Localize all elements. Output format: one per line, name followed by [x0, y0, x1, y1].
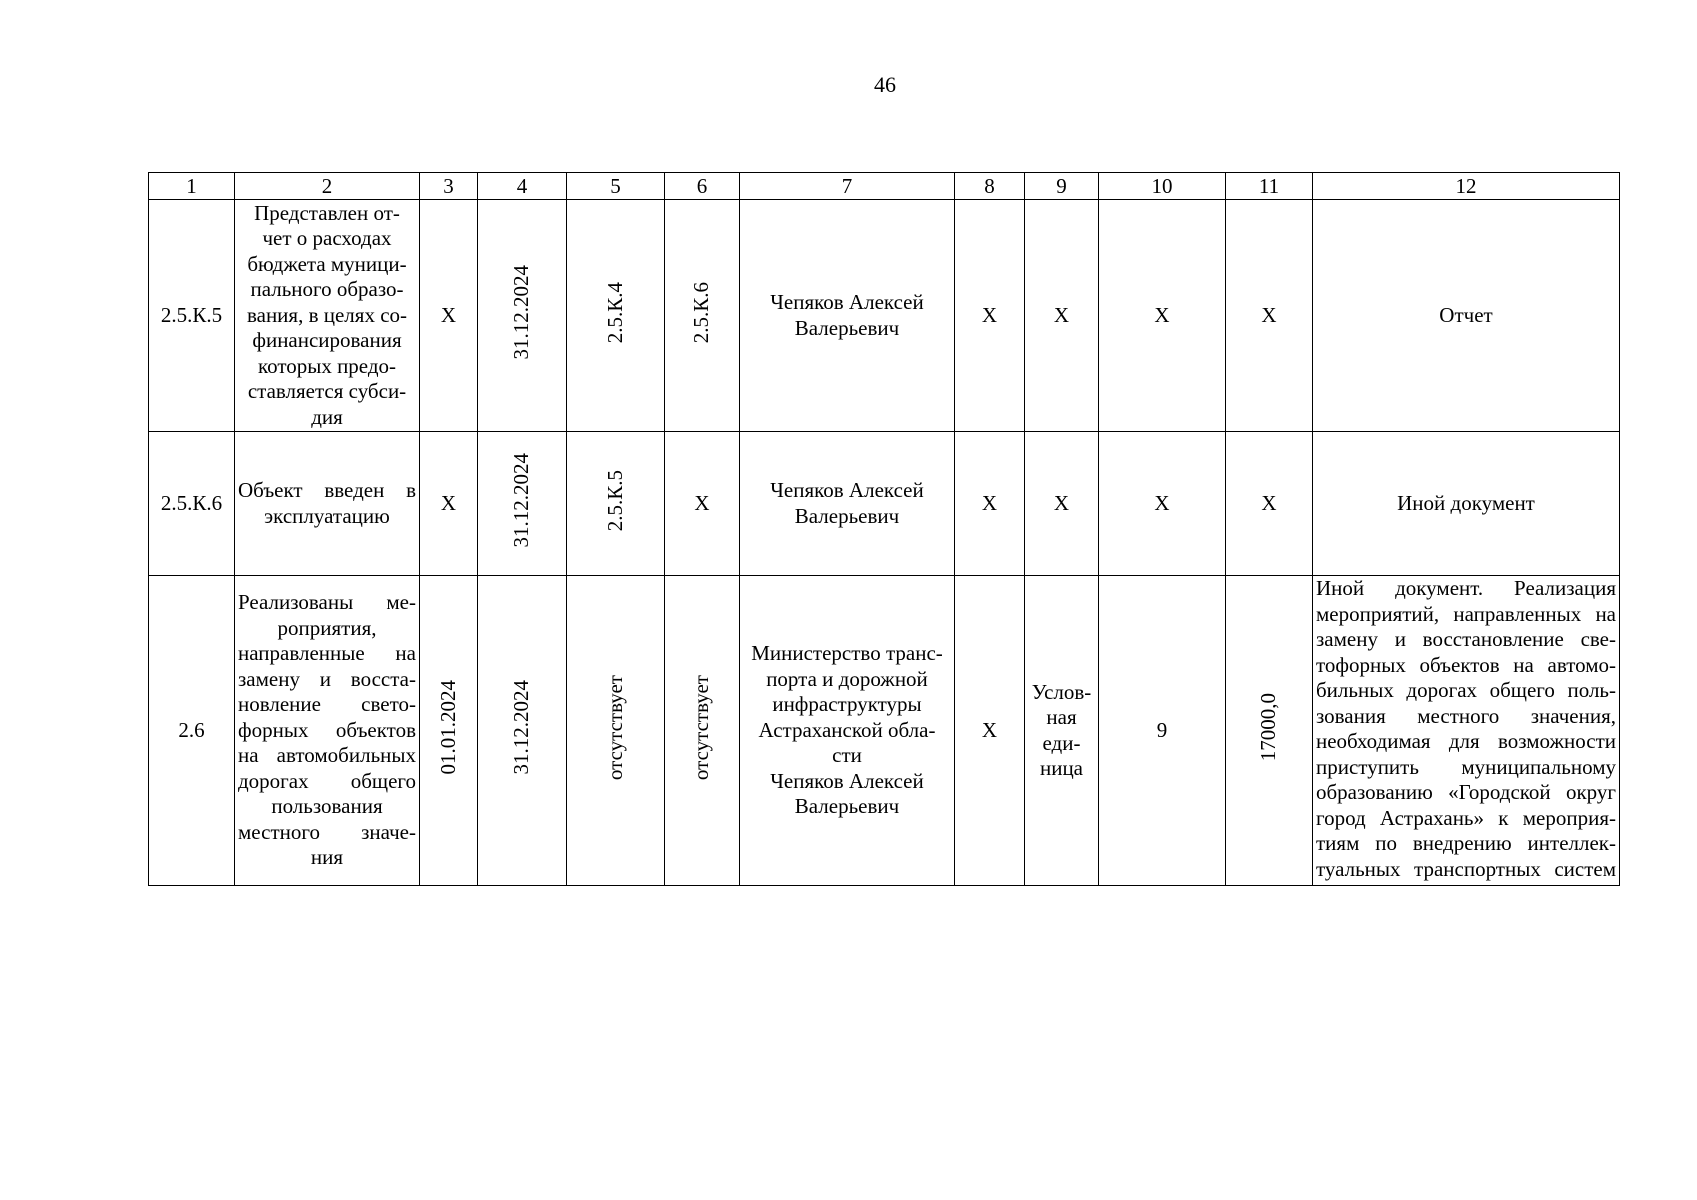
plan-table — [148, 172, 1620, 886]
text-line: местного значе- — [238, 819, 416, 844]
text-line: зования местного значения, — [1316, 703, 1616, 728]
text-line: Объект введен в — [238, 478, 416, 502]
end-date-cell — [478, 432, 567, 576]
row-number: 2.5.К.6 — [149, 432, 235, 576]
successor: отсутствует — [689, 674, 714, 780]
text-line: Валерьевич — [794, 794, 900, 819]
text-line: город Астрахань» к мероприя- — [1316, 805, 1616, 830]
text-line: Астраханской обла- — [758, 717, 936, 742]
text-line: ная — [1046, 705, 1077, 729]
text-line: бюджета муници- — [247, 251, 407, 276]
document-cell: Отчет — [1313, 200, 1620, 432]
successor-cell: Х — [665, 432, 740, 576]
end-date-cell — [478, 200, 567, 432]
text-line: мероприятий, направленных на — [1316, 601, 1616, 626]
amount-cell: Х — [1226, 432, 1313, 576]
unit-cell: Х — [1025, 432, 1099, 576]
text-line: на автомобильных — [238, 743, 416, 768]
table-row — [149, 432, 1620, 576]
text-line: тофорных объектов на автомо- — [1316, 652, 1616, 677]
text-line: Министерство транс- — [751, 641, 943, 666]
predecessor-cell — [567, 200, 665, 432]
text-line: Валерьевич — [794, 315, 900, 340]
document-cell: Иной документ — [1313, 432, 1620, 576]
value-cell: Х — [1099, 432, 1226, 576]
text-line: дорогах общего — [238, 768, 416, 793]
text-line: пользования — [271, 794, 383, 819]
text-line: чет о расходах — [262, 226, 392, 251]
text-line: Чепяков Алексей — [770, 290, 924, 314]
responsible-cell — [740, 200, 955, 432]
column-header: 4 — [478, 173, 567, 200]
column-header: 8 — [955, 173, 1025, 200]
successor-cell — [665, 576, 740, 886]
text-line: ставляется субси- — [247, 379, 407, 404]
row-number: 2.5.К.5 — [149, 200, 235, 432]
start-date-cell: Х — [420, 432, 478, 576]
text-line: пального образо- — [250, 277, 404, 302]
predecessor-cell — [567, 576, 665, 886]
column-header: 2 — [235, 173, 420, 200]
end-date-cell — [478, 576, 567, 886]
result-description — [235, 432, 420, 576]
col8-cell: Х — [955, 432, 1025, 576]
result-description — [235, 576, 420, 886]
start-date-cell — [420, 576, 478, 886]
column-header: 10 — [1099, 173, 1226, 200]
text-line: инфраструктуры — [772, 692, 922, 717]
result-description — [235, 200, 420, 432]
text-line: финансирования — [252, 328, 402, 353]
text-line: Чепяков Алексей — [770, 478, 924, 502]
responsible-cell — [740, 576, 955, 886]
col8-cell: Х — [955, 200, 1025, 432]
text-line: направленные на — [238, 641, 416, 666]
amount-cell: Х — [1226, 200, 1313, 432]
text-line: Представлен от- — [254, 200, 400, 225]
column-header: 7 — [740, 173, 955, 200]
text-line: замену и восста- — [238, 666, 416, 691]
text-line: Чепяков Алексей — [770, 768, 924, 793]
column-header: 1 — [149, 173, 235, 200]
column-header: 3 — [420, 173, 478, 200]
unit-cell — [1025, 576, 1099, 886]
predecessor: отсутствует — [602, 674, 627, 780]
start-date: 01.01.2024 — [435, 680, 460, 775]
col8-cell: Х — [955, 576, 1025, 886]
predecessor: 2.5.К.5 — [602, 469, 627, 531]
value-cell: Х — [1099, 200, 1226, 432]
text-line: вания, в целях со- — [246, 302, 408, 327]
text-line: дия — [311, 404, 343, 429]
end-date: 31.12.2024 — [509, 680, 534, 775]
column-header: 5 — [567, 173, 665, 200]
text-line: еди- — [1042, 730, 1081, 755]
end-date: 31.12.2024 — [509, 453, 534, 548]
text-line: замену и восстановление све- — [1316, 627, 1616, 651]
page-number: 46 — [874, 72, 896, 97]
table-header-row — [149, 173, 1620, 200]
predecessor: 2.5.К.4 — [602, 281, 627, 343]
successor-cell — [665, 200, 740, 432]
text-line: приступить муниципальному — [1316, 754, 1616, 779]
text-line: Реализованы ме- — [238, 590, 416, 615]
text-line: Валерьевич — [794, 503, 900, 528]
text-line: тиям по внедрению интеллек- — [1316, 831, 1616, 855]
text-line: ния — [310, 845, 344, 870]
text-line: туальных транспортных систем — [1316, 856, 1616, 881]
column-header: 6 — [665, 173, 740, 200]
table-row — [149, 200, 1620, 432]
text-line: новление свето- — [238, 692, 416, 717]
text-line: Услов- — [1031, 679, 1092, 704]
column-header: 12 — [1313, 173, 1620, 200]
end-date: 31.12.2024 — [509, 265, 534, 360]
predecessor-cell — [567, 432, 665, 576]
text-line: бильных дорогах общего поль- — [1316, 678, 1616, 702]
text-line: необходимая для возможности — [1316, 729, 1616, 753]
column-header: 11 — [1226, 173, 1313, 200]
value-cell: 9 — [1099, 576, 1226, 886]
amount: 17000,0 — [1256, 693, 1281, 762]
text-line: эксплуатацию — [264, 503, 390, 528]
responsible-cell — [740, 432, 955, 576]
document-cell — [1313, 576, 1620, 886]
amount-cell — [1226, 576, 1313, 886]
text-line: форных объектов — [238, 717, 416, 742]
text-line: которых предо- — [257, 353, 397, 378]
unit-cell: Х — [1025, 200, 1099, 432]
text-line: ница — [1039, 756, 1084, 780]
start-date-cell: Х — [420, 200, 478, 432]
table-row — [149, 576, 1620, 886]
text-line: сти — [832, 743, 862, 768]
row-number: 2.6 — [149, 576, 235, 886]
text-line: роприятия, — [277, 615, 377, 640]
column-header: 9 — [1025, 173, 1099, 200]
text-line: образованию «Городской округ — [1316, 780, 1616, 804]
successor: 2.5.К.6 — [689, 281, 714, 343]
text-line: Иной документ. Реализация — [1316, 576, 1616, 600]
text-line: порта и дорожной — [766, 666, 928, 691]
